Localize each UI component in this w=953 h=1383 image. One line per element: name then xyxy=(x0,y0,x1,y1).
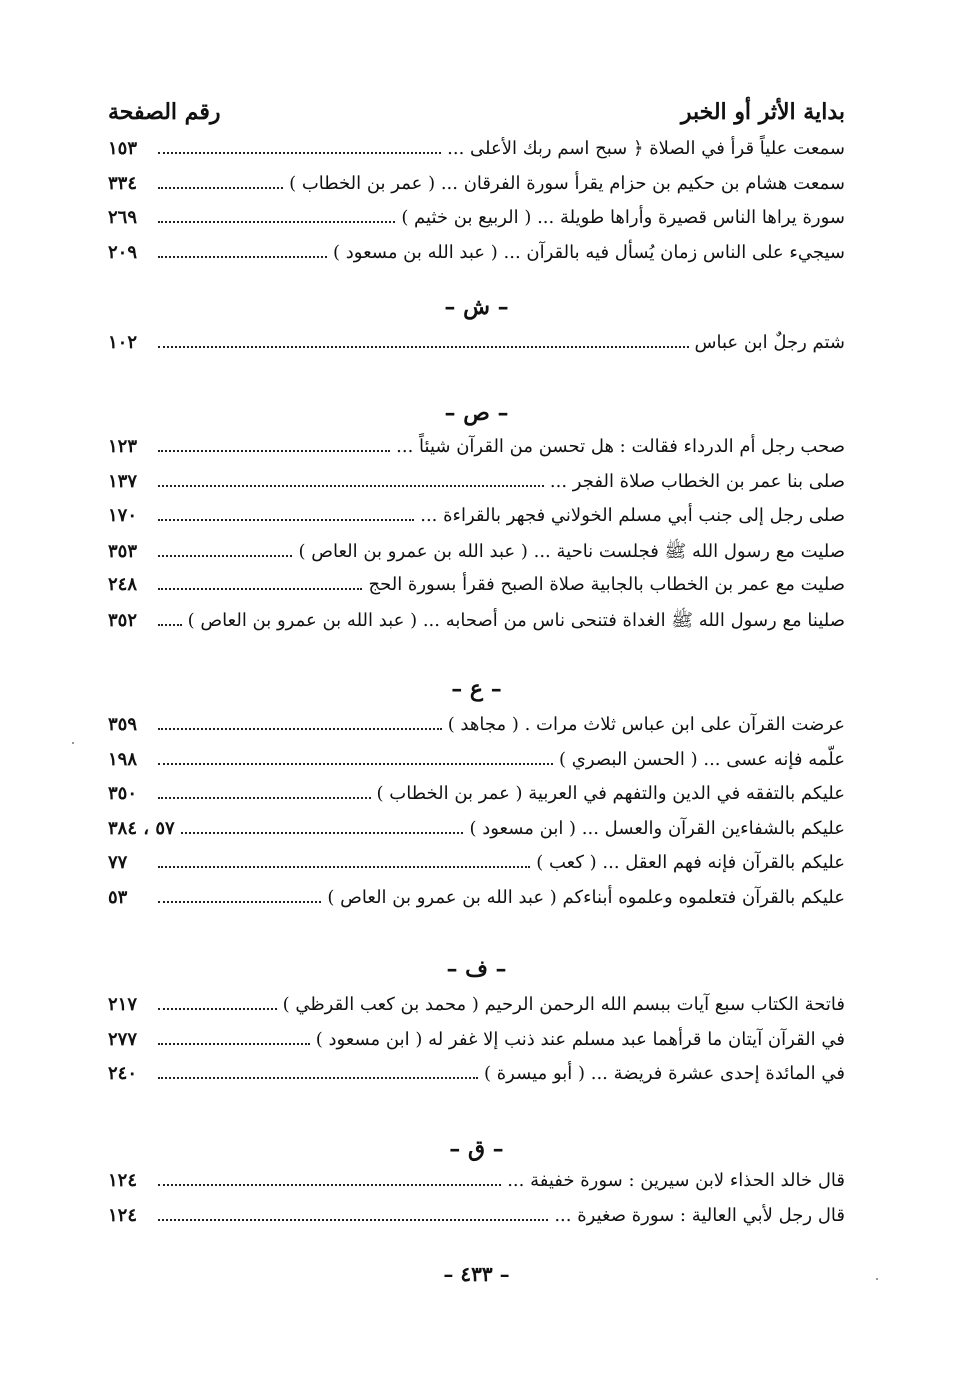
entry-page: ١٣٧ xyxy=(108,470,138,492)
index-entry xyxy=(108,207,845,242)
dot-leader xyxy=(158,152,441,154)
index-entry xyxy=(108,540,845,575)
entry-text: علّمه فإنه عسى ... ( الحسن البصري ) xyxy=(559,748,845,770)
dot-leader xyxy=(158,555,292,557)
entry-page: ١٠٢ xyxy=(108,332,138,353)
index-entry xyxy=(108,994,845,1029)
entry-page: ٣٥٠ xyxy=(108,783,138,804)
dot-leader xyxy=(158,1043,310,1045)
index-entry xyxy=(108,609,845,644)
scan-speck xyxy=(876,1278,878,1280)
dot-leader xyxy=(158,187,283,189)
entry-text: قال خالد الحذاء لابن سيرين : سورة خفيفة ... xyxy=(507,1170,845,1191)
dot-leader xyxy=(158,1077,478,1079)
entry-text: سورة يراها الناس قصيرة وأراها طويلة ... ( الربيع بن خثيم ) xyxy=(401,207,845,228)
entry-text: عليكم بالقرآن فإنه فهم العقل ... ( كعب ) xyxy=(536,852,845,873)
index-entry xyxy=(108,505,845,540)
dot-leader xyxy=(158,866,530,868)
index-entry xyxy=(108,173,845,208)
index-section xyxy=(108,994,845,1098)
index-entry xyxy=(108,332,845,367)
entry-page: ٢٤٨ xyxy=(108,574,138,595)
section-letter-heading: – ص – xyxy=(444,400,509,426)
entry-text: عليكم بالقرآن فتعلموه وعلموه أبناءكم ( عبد الله بن عمرو بن العاص ) xyxy=(327,886,845,908)
index-section xyxy=(108,332,845,367)
section-letter-heading: – ف – xyxy=(446,956,507,982)
entry-text: عليكم بالتفقه في الدين والتفهم في العربية ( عمر بن الخطاب ) xyxy=(376,783,845,804)
entry-page: ١٧٠ xyxy=(108,505,138,526)
dot-leader xyxy=(158,519,414,521)
index-entry xyxy=(108,1170,845,1205)
dot-leader xyxy=(158,588,362,590)
entry-text: عرضت القرآن على ابن عباس ثلاث مرات . ( مجاهد ) xyxy=(447,714,845,735)
entry-page: ١٢٤ xyxy=(108,1204,138,1226)
index-section xyxy=(108,714,845,921)
dot-leader xyxy=(158,450,390,452)
entry-page: ٣٥٩ xyxy=(108,714,138,735)
index-entry xyxy=(108,471,845,506)
dot-leader xyxy=(158,901,321,903)
dot-leader xyxy=(158,728,442,730)
index-entry xyxy=(108,436,845,471)
entry-page: ٥٣ xyxy=(108,886,128,908)
entry-page: ٥٧ ، ٣٨٤ xyxy=(108,817,175,839)
header-start-of-narration: بداية الأثر أو الخبر xyxy=(680,99,845,125)
page-header xyxy=(108,96,845,128)
section-letter-heading: – ق – xyxy=(449,1136,504,1162)
entry-page: ٣٣٤ xyxy=(108,172,138,194)
entry-page: ١٩٨ xyxy=(108,748,138,770)
entry-page: ٣٥٢ xyxy=(108,609,138,631)
entry-text: صليت مع عمر بن الخطاب بالجابية صلاة الصبح فقرأ بسورة الحج xyxy=(368,574,845,595)
entry-page: ٢٠٩ xyxy=(108,241,138,263)
index-entry xyxy=(108,1205,845,1240)
index-entry xyxy=(108,242,845,277)
entry-page: ٢٤٠ xyxy=(108,1063,138,1084)
page-footer-number: – ٤٣٣ – xyxy=(443,1262,510,1286)
dot-leader xyxy=(158,485,544,487)
dot-leader xyxy=(158,797,371,799)
dot-leader xyxy=(158,346,689,348)
entry-text: سيجيء على الناس زمان يُسأل فيه بالقرآن ... ( عبد الله بن مسعود ) xyxy=(333,241,845,263)
index-section xyxy=(108,138,845,276)
index-entry xyxy=(108,1063,845,1098)
dot-leader xyxy=(158,1008,277,1010)
section-letter-heading: – ش – xyxy=(444,294,509,320)
entry-text: قال رجل لأبي العالية : سورة صغيرة ... xyxy=(554,1204,845,1226)
entry-page: ٣٥٣ xyxy=(108,540,138,562)
dot-leader xyxy=(158,1184,501,1186)
entry-text: سمعت علياً قرأ في الصلاة ﴿ سبح اسم ربك الأعلى ... xyxy=(447,138,845,159)
index-section xyxy=(108,436,845,643)
entry-text: صحب رجل أم الدرداء فقالت : هل تحسن من القرآن شيئاً ... xyxy=(396,436,845,457)
dot-leader xyxy=(158,624,182,626)
index-entry xyxy=(108,1029,845,1064)
scan-speck xyxy=(72,742,74,744)
entry-text: في القرآن آيتان ما قرأهما عبد مسلم عند ذنب إلا غفر له ( ابن مسعود ) xyxy=(315,1028,845,1050)
entry-page: ١٥٣ xyxy=(108,138,138,159)
entry-text: صلى رجل إلى جنب أبي مسلم الخولاني فجهر بالقراءة ... xyxy=(420,505,845,526)
entry-page: ٢٧٧ xyxy=(108,1028,138,1050)
index-entry xyxy=(108,749,845,784)
section-letter-heading: – ع – xyxy=(451,676,502,702)
entry-page: ١٢٣ xyxy=(108,436,138,457)
index-section xyxy=(108,1170,845,1239)
entry-text: صليت مع رسول الله ﷺ فجلست ناحية ... ( عبد الله بن عمرو بن العاص ) xyxy=(298,540,845,562)
entry-text: صلى بنا عمر بن الخطاب صلاة الفجر ... xyxy=(549,470,845,492)
index-entry xyxy=(108,138,845,173)
dot-leader xyxy=(181,832,464,834)
entry-text: عليكم بالشفاءين القرآن والعسل ... ( ابن مسعود ) xyxy=(469,817,845,839)
entry-text: صلينا مع رسول الله ﷺ الغداة فتنحى ناس من أصحابه ... ( عبد الله بن عمرو بن العاص ) xyxy=(187,609,845,631)
entry-page: ٧٧ xyxy=(108,852,128,873)
entry-page: ٢١٧ xyxy=(108,994,138,1015)
index-entry xyxy=(108,852,845,887)
dot-leader xyxy=(158,256,327,258)
index-entry xyxy=(108,887,845,922)
dot-leader xyxy=(158,221,395,223)
entry-page: ١٢٤ xyxy=(108,1170,138,1191)
entry-page: ٢٦٩ xyxy=(108,207,138,228)
header-page-number-label: رقم الصفحة xyxy=(108,99,221,125)
entry-text: فاتحة الكتاب سبع آيات ببسم الله الرحمن الرحيم ( محمد بن كعب القرظي ) xyxy=(282,994,845,1015)
entry-text: سمعت هشام بن حكيم بن حزام يقرأ سورة الفرقان ... ( عمر بن الخطاب ) xyxy=(289,172,845,194)
index-entry xyxy=(108,714,845,749)
index-entry xyxy=(108,783,845,818)
index-entry xyxy=(108,818,845,853)
dot-leader xyxy=(158,1219,548,1221)
entry-text: شتم رجلٌ ابن عباس xyxy=(694,332,845,353)
entry-text: في المائدة إحدى عشرة فريضة ... ( أبو ميسرة ) xyxy=(483,1063,845,1084)
index-entry xyxy=(108,574,845,609)
dot-leader xyxy=(158,763,553,765)
